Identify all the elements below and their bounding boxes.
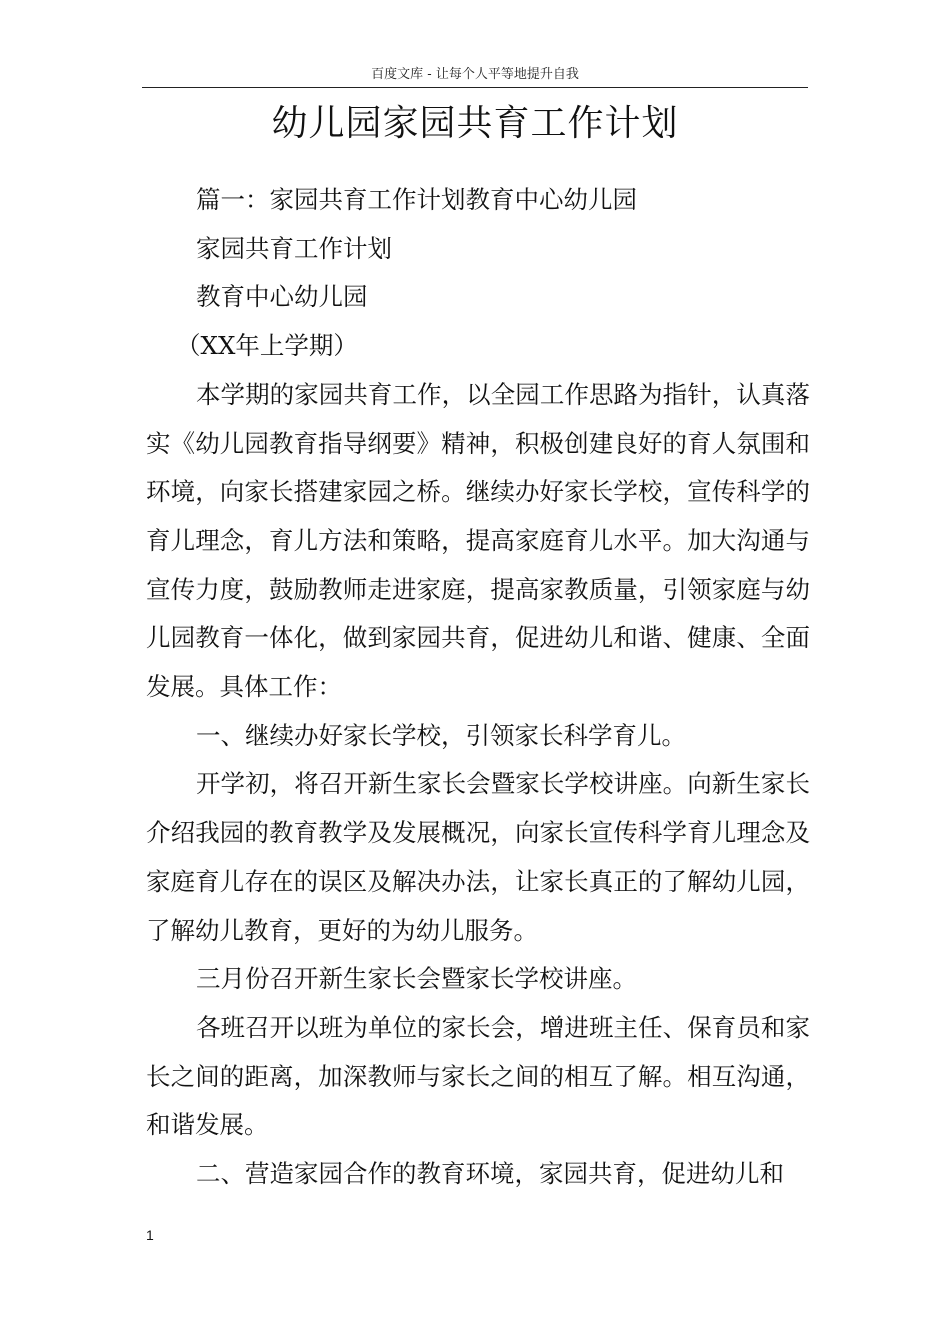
paragraph-8: 各班召开以班为单位的家长会，增进班主任、保育员和家长之间的距离，加深教师与家长之间的相互了解。相互沟通，和谐发展。 <box>146 1012 810 1140</box>
paragraph-6: 开学初，将召开新生家长会暨家长学校讲座。向新生家长介绍我园的教育教学及发展概况，向家长宣传科学育儿理念及家庭育儿存在的误区及解决办法，让家长真正的了解幼儿园，了解幼儿教育，更好的为幼儿服务。 <box>146 769 810 945</box>
header-divider <box>142 87 808 88</box>
page-number: 1 <box>146 1227 154 1243</box>
document-body <box>146 176 810 1199</box>
page-header: 百度文库 - 让每个人平等地提升自我 <box>371 67 579 82</box>
document-title: 幼儿园家园共育工作计划 <box>271 103 679 144</box>
paragraph-1: 家园共育工作计划 <box>196 233 392 263</box>
paragraph-4: 本学期的家园共育工作，以全园工作思路为指针，认真落实《幼儿园教育指导纲要》精神，积极创建良好的育人氛围和环境，向家长搭建家园之桥。继续办好家长学校，宣传科学的育儿理念，育儿方法和策略，提高家庭育儿水平。加大沟通与宣传力度，鼓励教师走进家庭，提高家教质量，引领家庭与幼儿园教育一体化，做到家园共育，促进幼儿和谐、健康、全面发展。具体工作： <box>146 379 810 702</box>
paragraph-2: 教育中心幼儿园 <box>196 282 368 312</box>
paragraph-7: 三月份召开新生家长会暨家长学校讲座。 <box>196 964 637 994</box>
paragraph-3: （XX年上学期） <box>176 331 358 361</box>
paragraph-9: 二、营造家园合作的教育环境，家园共育，促进幼儿和 <box>196 1159 784 1189</box>
paragraph-0: 篇一：家园共育工作计划教育中心幼儿园 <box>196 185 637 214</box>
paragraph-5: 一、继续办好家长学校，引领家长科学育儿。 <box>196 720 686 750</box>
